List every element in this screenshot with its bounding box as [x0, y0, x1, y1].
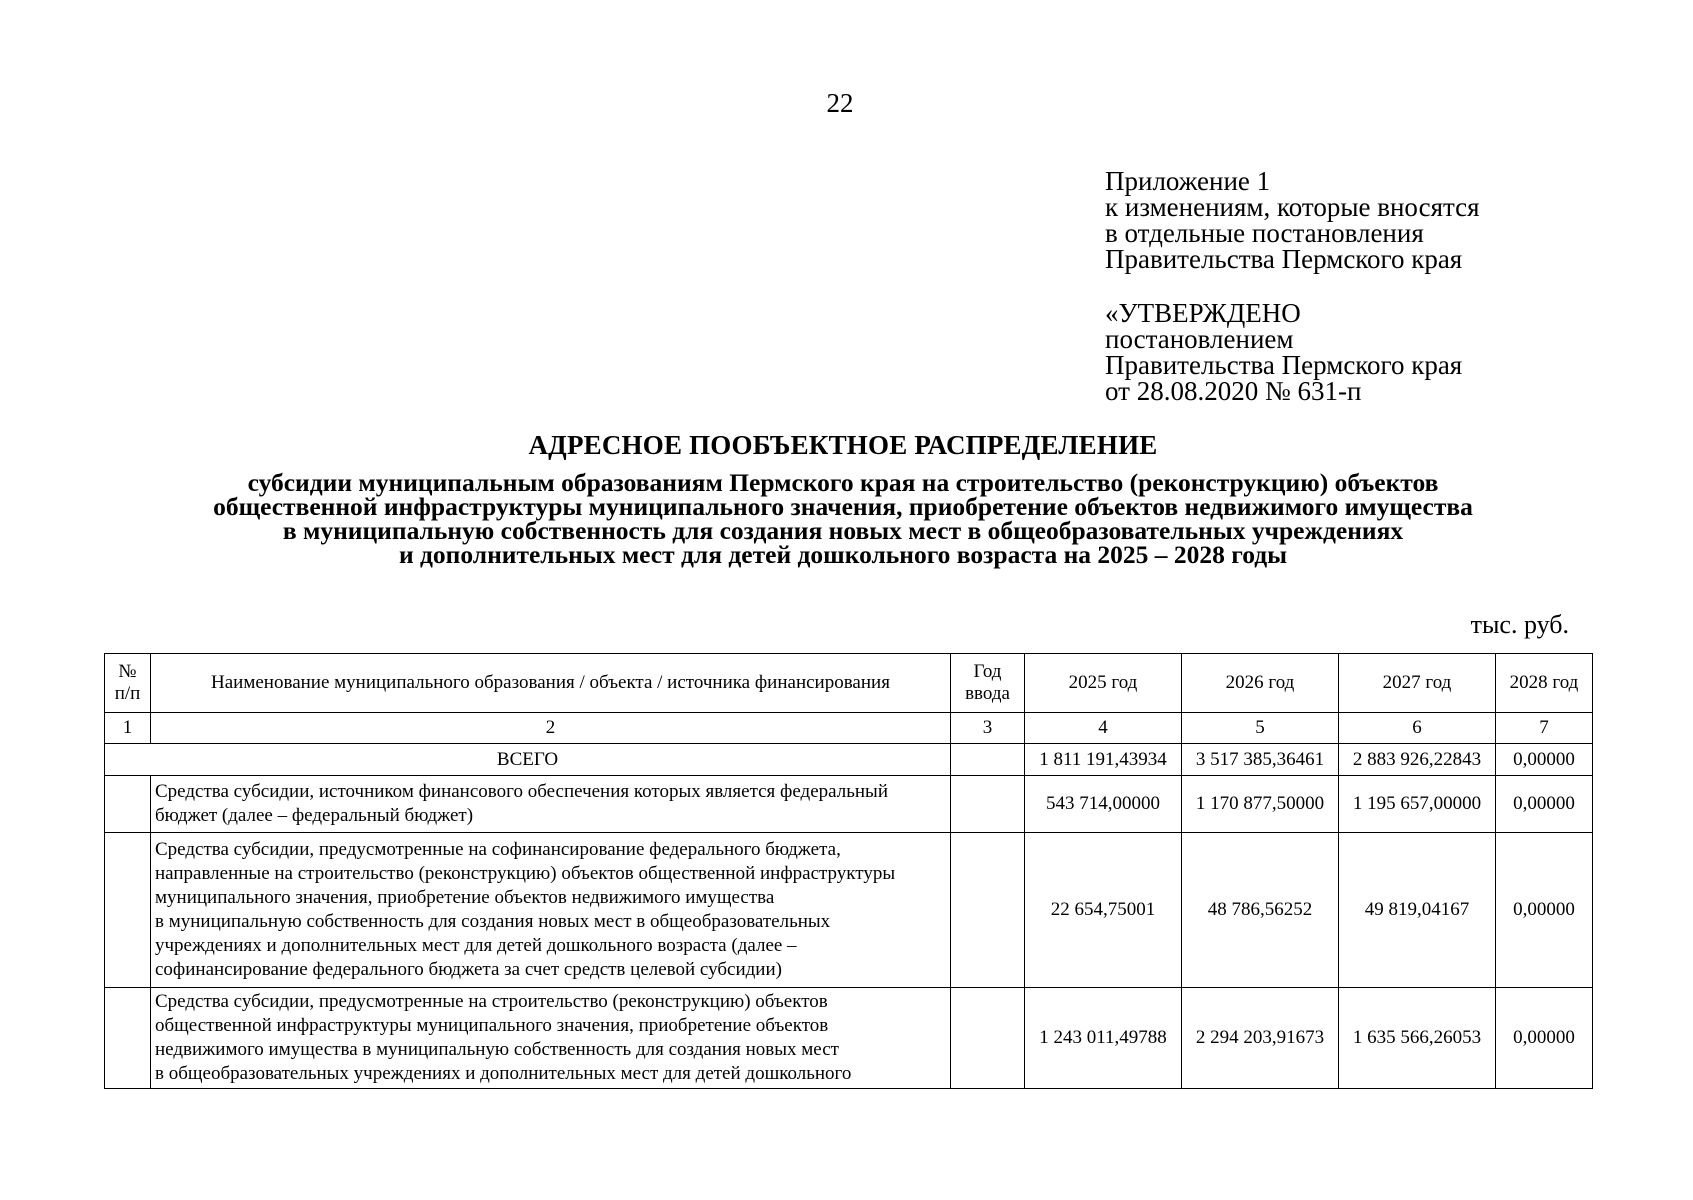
row-name-line: направленные на строительство (реконструкцию) объектов общественной инфраструктуры	[155, 863, 896, 884]
units-label: тыс. руб.	[1470, 610, 1569, 639]
row-num	[105, 988, 151, 1089]
row-2025: 1 243 011,49788	[1025, 988, 1182, 1089]
appendix-line: в отдельные постановления	[1105, 218, 1424, 248]
row-name	[151, 776, 951, 833]
distribution-table	[104, 653, 1593, 1089]
row-name-line: в муниципальную собственность для создания новых мест в общеобразовательных	[155, 911, 831, 932]
header-2025: 2025 год	[1025, 654, 1182, 713]
header-2026: 2026 год	[1182, 654, 1339, 713]
row-2027: 49 819,04167	[1339, 833, 1496, 988]
row-2025: 22 654,75001	[1025, 833, 1182, 988]
appendix-line: Приложение 1	[1105, 166, 1271, 196]
header-num-text: №	[118, 661, 137, 682]
row-year-intro	[951, 833, 1025, 988]
total-2028: 0,00000	[1496, 744, 1593, 776]
row-2026: 2 294 203,91673	[1182, 988, 1339, 1089]
total-label: ВСЕГО	[105, 744, 951, 776]
subtitle-line: общественной инфраструктуры муниципального значения, приобретение объектов недвижимого имущества	[213, 492, 1473, 521]
approval-line: Правительства Пермского края	[1105, 350, 1463, 380]
column-index: 5	[1182, 713, 1339, 744]
row-2028: 0,00000	[1496, 988, 1593, 1089]
subtitle-line: и дополнительных мест для детей дошкольного возраста на 2025 – 2028 годы	[398, 540, 1288, 569]
header-2028: 2028 год	[1496, 654, 1593, 713]
table-row	[105, 988, 1593, 1089]
row-name-line: софинансирование федерального бюджета за счет средств целевой субсидии)	[155, 959, 782, 980]
row-name-line: Средства субсидии, предусмотренные на строительство (реконструкцию) объектов	[155, 991, 828, 1012]
row-name-line: Средства субсидии, источником финансового обеспечения которых является федеральный	[155, 781, 888, 802]
appendix-line: к изменениям, которые вносятся	[1105, 192, 1480, 222]
row-year-intro	[951, 988, 1025, 1089]
row-name-line: бюджет (далее – федеральный бюджет)	[155, 805, 474, 826]
row-num	[105, 776, 151, 833]
row-name	[151, 833, 951, 988]
header-year-intro-text: ввода	[965, 683, 1010, 704]
header-num-text: п/п	[114, 683, 141, 704]
row-2027: 1 195 657,00000	[1339, 776, 1496, 833]
column-index: 4	[1025, 713, 1182, 744]
header-2027: 2027 год	[1339, 654, 1496, 713]
approval-line: от 28.08.2020 № 631-п	[1105, 376, 1362, 406]
header-num	[105, 654, 151, 713]
row-2028: 0,00000	[1496, 833, 1593, 988]
header-year-intro	[951, 654, 1025, 713]
row-2025: 543 714,00000	[1025, 776, 1182, 833]
column-index: 6	[1339, 713, 1496, 744]
total-2027: 2 883 926,22843	[1339, 744, 1496, 776]
row-2026: 1 170 877,50000	[1182, 776, 1339, 833]
total-2025: 1 811 191,43934	[1025, 744, 1182, 776]
appendix-line: Правительства Пермского края	[1105, 244, 1463, 274]
row-num	[105, 833, 151, 988]
total-2026: 3 517 385,36461	[1182, 744, 1339, 776]
document-title: АДРЕСНОЕ ПООБЪЕКТНОЕ РАСПРЕДЕЛЕНИЕ	[528, 430, 1158, 460]
table-row	[105, 776, 1593, 833]
appendix-block	[1105, 168, 1480, 272]
row-name	[151, 988, 951, 1089]
column-index-row	[105, 713, 1593, 744]
table-header-row	[105, 654, 1593, 713]
row-name-line: недвижимого имущества в муниципальную собственность для создания новых мест	[155, 1039, 839, 1060]
total-year-intro	[951, 744, 1025, 776]
row-name-line: в общеобразовательных учреждениях и дополнительных мест для детей дошкольного	[155, 1063, 852, 1084]
document-subtitle	[120, 468, 1566, 569]
approval-line: «УТВЕРЖДЕНО	[1105, 298, 1301, 328]
row-name-line: общественной инфраструктуры муниципального значения, приобретение объектов	[155, 1015, 829, 1036]
column-index: 2	[151, 713, 951, 744]
row-year-intro	[951, 776, 1025, 833]
total-row	[105, 744, 1593, 776]
approval-block	[1105, 300, 1462, 404]
table-row	[105, 833, 1593, 988]
row-name-line: муниципального значения, приобретение объектов недвижимого имущества	[155, 887, 775, 908]
subtitle-line: субсидии муниципальным образованиям Пермского края на строительство (реконструкцию) объектов	[247, 468, 1439, 497]
column-index: 3	[951, 713, 1025, 744]
subtitle-line: в муниципальную собственность для создания новых мест в общеобразовательных учреждениях	[282, 516, 1404, 545]
column-index: 7	[1496, 713, 1593, 744]
header-name: Наименование муниципального образования / объекта / источника финансирования	[151, 654, 951, 713]
column-index: 1	[105, 713, 151, 744]
row-name-line: Средства субсидии, предусмотренные на софинансирование федерального бюджета,	[155, 839, 841, 860]
row-2027: 1 635 566,26053	[1339, 988, 1496, 1089]
row-2026: 48 786,56252	[1182, 833, 1339, 988]
header-year-intro-text: Год	[973, 661, 1002, 682]
approval-line: постановлением	[1105, 324, 1294, 354]
page-number: 22	[826, 88, 854, 118]
row-2028: 0,00000	[1496, 776, 1593, 833]
row-name-line: учреждениях и дополнительных мест для детей дошкольного возраста (далее –	[155, 935, 797, 956]
